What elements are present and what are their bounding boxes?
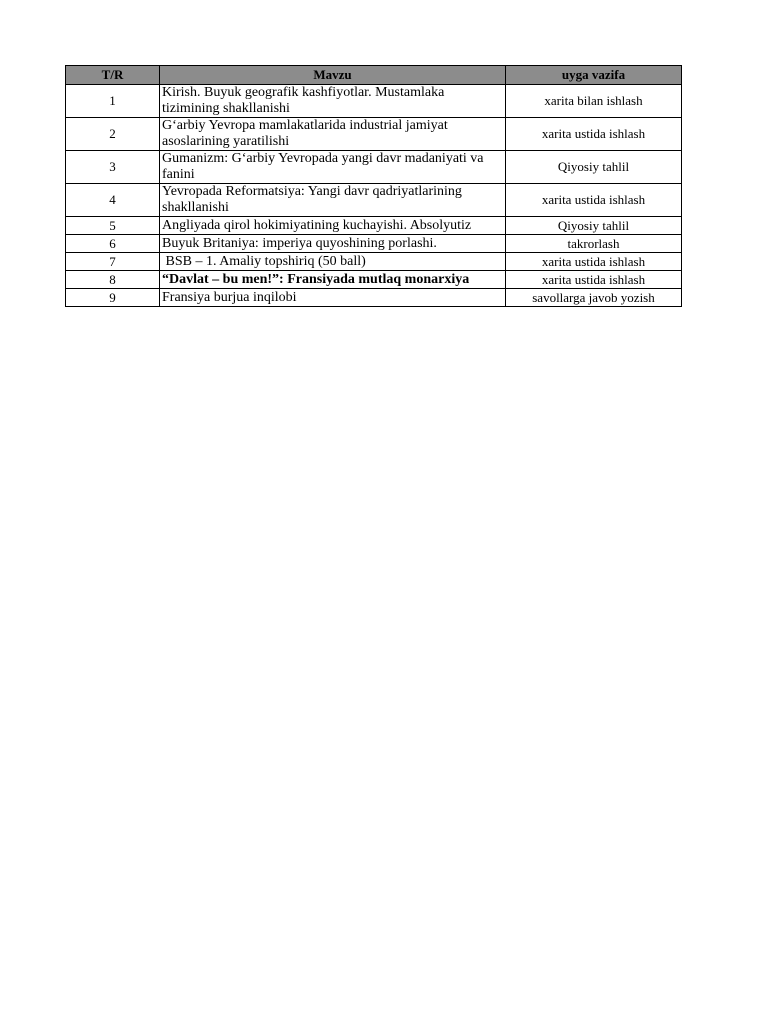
row-topic: Kirish. Buyuk geografik kashfiyotlar. Mustamlaka tizimining shakllanishi <box>160 85 506 118</box>
table-row <box>66 289 682 307</box>
row-number: 2 <box>66 118 160 151</box>
row-homework: Qiyosiy tahlil <box>506 217 682 235</box>
row-number: 3 <box>66 151 160 184</box>
row-number: 6 <box>66 235 160 253</box>
row-topic: Yevropada Reformatsiya: Yangi davr qadriyatlarining shakllanishi <box>160 184 506 217</box>
row-topic: Buyuk Britaniya: imperiya quyoshining porlashi. <box>160 235 506 253</box>
header-row <box>66 66 682 85</box>
header-topic: Mavzu <box>160 66 506 85</box>
row-homework: xarita ustida ishlash <box>506 184 682 217</box>
row-number: 8 <box>66 271 160 289</box>
row-topic: BSB – 1. Amaliy topshiriq (50 ball) <box>160 253 506 271</box>
row-topic: Angliyada qirol hokimiyatining kuchayishi. Absolyutiz <box>160 217 506 235</box>
table-row <box>66 253 682 271</box>
table-row <box>66 184 682 217</box>
row-homework: xarita ustida ishlash <box>506 271 682 289</box>
row-number: 1 <box>66 85 160 118</box>
table-row <box>66 151 682 184</box>
row-number: 5 <box>66 217 160 235</box>
table-row <box>66 118 682 151</box>
header-number: T/R <box>66 66 160 85</box>
table-row <box>66 271 682 289</box>
row-topic: Fransiya burjua inqilobi <box>160 289 506 307</box>
row-homework: xarita bilan ishlash <box>506 85 682 118</box>
table-row <box>66 85 682 118</box>
row-number: 9 <box>66 289 160 307</box>
row-homework: xarita ustida ishlash <box>506 253 682 271</box>
row-homework: Qiyosiy tahlil <box>506 151 682 184</box>
row-topic: “Davlat – bu men!”: Fransiyada mutlaq monarxiya <box>160 271 506 289</box>
row-topic: Gumanizm: G‘arbiy Yevropada yangi davr madaniyati va fanini <box>160 151 506 184</box>
row-topic: G‘arbiy Yevropa mamlakatlarida industrial jamiyat asoslarining yaratilishi <box>160 118 506 151</box>
header-homework: uyga vazifa <box>506 66 682 85</box>
row-homework: savollarga javob yozish <box>506 289 682 307</box>
row-number: 4 <box>66 184 160 217</box>
table-row <box>66 217 682 235</box>
row-homework: xarita ustida ishlash <box>506 118 682 151</box>
table-row <box>66 235 682 253</box>
row-homework: takrorlash <box>506 235 682 253</box>
row-number: 7 <box>66 253 160 271</box>
lesson-plan-table <box>65 65 682 307</box>
